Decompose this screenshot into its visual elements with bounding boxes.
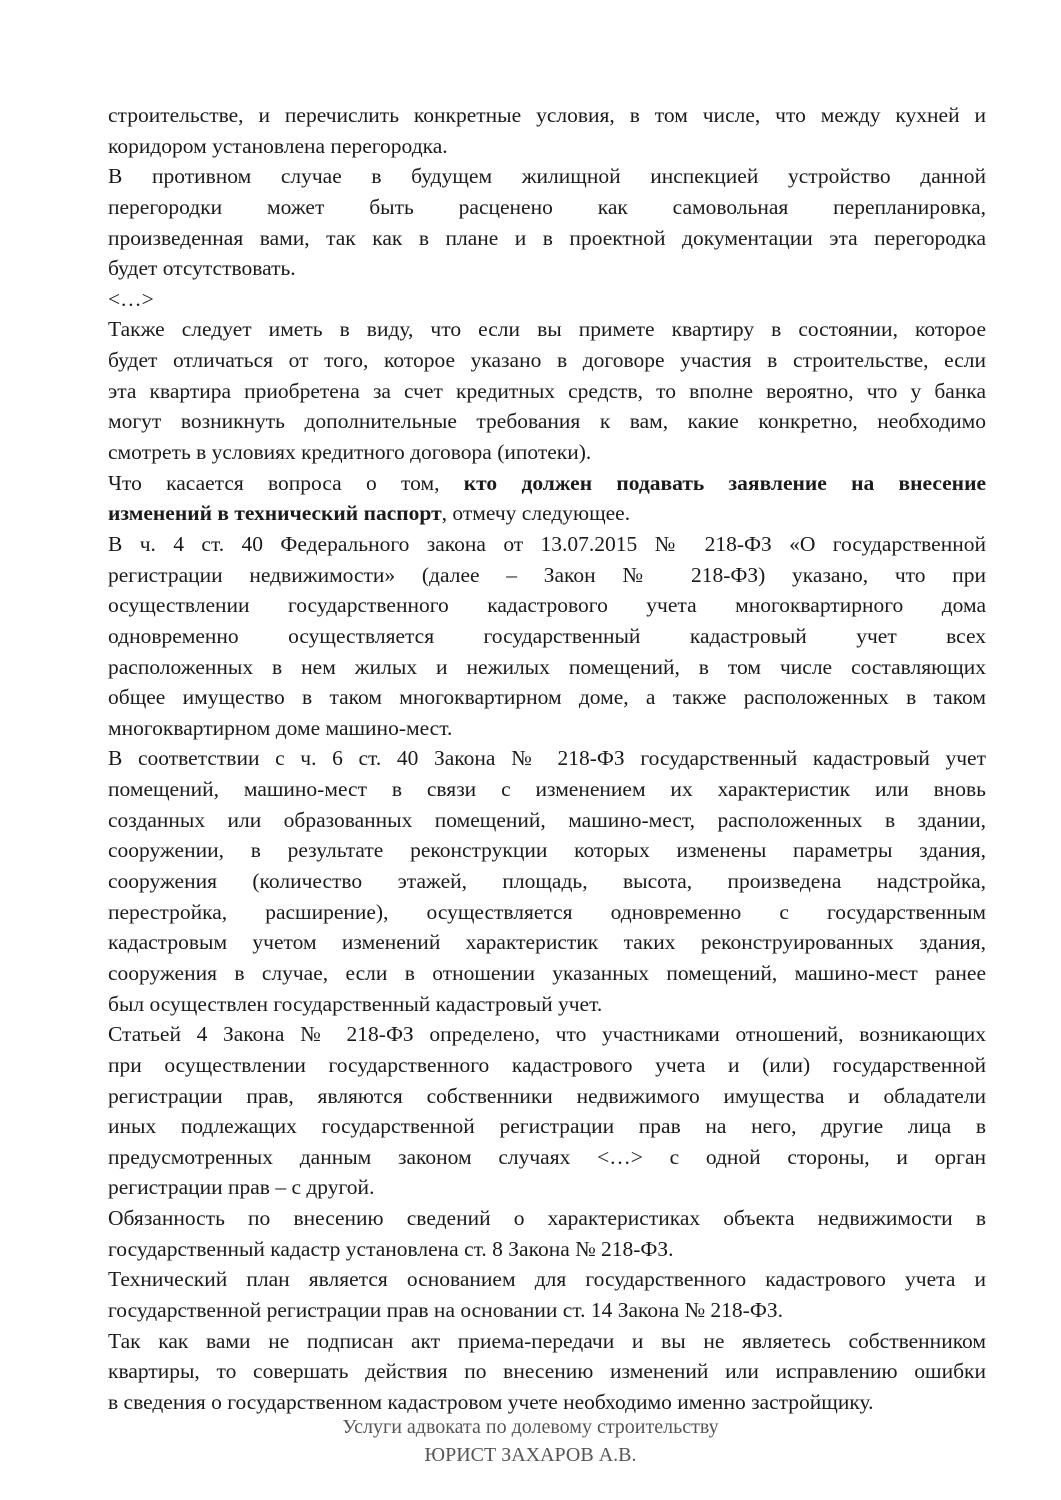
text-line: кадастровым учетом изменений характеристик таких реконструированных здания, [108,930,986,955]
text-segment: Что касается вопроса о том, [108,470,464,495]
text-line: могут возникнуть дополнительные требования к вам, какие конкретно, необходимо [108,409,986,434]
text-line: сооружения (количество этажей, площадь, высота, произведена надстройка, [108,869,986,894]
text-line: будет отличаться от того, которое указано в договоре участия в строительстве, если [108,348,986,373]
text-line: коридором установлена перегородка. [108,133,448,158]
text-segment: , отмечу следующее. [441,501,631,526]
text-line: Так как вами не подписан акт приема-передачи и вы не являетесь собственником [108,1328,986,1353]
text-line: эта квартира приобретена за счет кредитных средств, то вполне вероятно, что у банка [108,378,986,403]
text-line: Также следует иметь в виду, что если вы примете квартиру в состоянии, которое [108,317,986,342]
footer-author-line: ЮРИСТ ЗАХАРОВ А.В. [424,1444,637,1466]
document-body [108,100,986,1418]
text-line: строительстве, и перечислить конкретные условия, в том числе, что между кухней и [108,103,986,127]
text-line [108,468,986,499]
text-line: одновременно осуществляется государственный кадастровый учет всех [108,623,986,648]
text-line: Технический план является основанием для государственного кадастрового учета и [108,1267,986,1292]
text-line: сооружения в случае, если в отношении указанных помещений, машино-мест ранее [108,960,986,985]
paragraph [108,161,986,284]
paragraph [108,100,986,161]
text-line: помещений, машино-мест в связи с изменением их характеристик или вновь [108,777,986,802]
bold-text: изменений в технический паспорт [108,501,442,526]
paragraph [108,529,986,743]
text-line: расположенных в нем жилых и нежилых помещений, в том числе составляющих [108,654,986,679]
bold-text: кто должен подавать заявление на внесение [463,470,986,495]
paragraph [108,1326,986,1418]
text-line: будет отсутствовать. [108,256,296,281]
text-line: общее имущество в таком многоквартирном доме, а также расположенных в таком [108,685,986,710]
text-line: В ч. 4 ст. 40 Федерального закона от 13.07.2015 № 218-ФЗ «О государственной [108,531,986,556]
paragraph [108,284,986,315]
paragraph [108,1203,986,1264]
paragraph [108,1019,986,1203]
paragraph [108,314,986,467]
text-line: произведенная вами, так как в плане и в проектной документации эта перегородка [108,225,986,250]
text-line: предусмотренных данным законом случаях <…> с одной стороны, и орган [108,1144,986,1169]
text-line: был осуществлен государственный кадастровый учет. [108,991,603,1016]
text-line: регистрации прав, являются собственники недвижимого имущества и обладатели [108,1083,986,1108]
text-line: при осуществлении государственного кадастрового учета и (или) государственной [108,1052,986,1077]
text-line: В соответствии с ч. 6 ст. 40 Закона № 218-ФЗ государственный кадастровый учет [108,746,986,771]
text-line: созданных или образованных помещений, машино-мест, расположенных в здании, [108,807,986,832]
text-line: государственной регистрации прав на основании ст. 14 Закона № 218-ФЗ. [108,1297,783,1322]
text-line: сооружении, в результате реконструкции которых изменены параметры здания, [108,838,986,863]
text-line: квартиры, то совершать действия по внесению изменений или исправлению ошибки [108,1359,986,1384]
text-line: перестройка, расширение), осуществляется одновременно с государственным [108,899,986,924]
text-line: осуществлении государственного кадастрового учета многоквартирного дома [108,593,986,618]
text-line: многоквартирном доме машино-мест. [108,715,453,740]
text-line [108,498,986,529]
paragraph [108,743,986,1019]
text-line: регистрации недвижимости» (далее – Закон № 218-ФЗ) указано, что при [108,562,986,587]
text-line: государственный кадастр установлена ст. 8 Закона № 218-ФЗ. [108,1236,674,1261]
text-line: Статьей 4 Закона № 218-ФЗ определено, что участниками отношений, возникающих [108,1022,986,1047]
text-line: в сведения о государственном кадастровом учете необходимо именно застройщику. [108,1389,874,1414]
text-line: перегородки может быть расценено как самовольная перепланировка, [108,194,986,219]
text-line: <…> [108,286,154,311]
text-line: регистрации прав – с другой. [108,1175,375,1200]
text-line: Обязанность по внесению сведений о характеристиках объекта недвижимости в [108,1206,986,1231]
footer-service-line: Услуги адвоката по долевому строительству [342,1416,719,1438]
page-footer [0,1413,1061,1469]
paragraph [108,1264,986,1325]
text-line: В противном случае в будущем жилищной инспекцией устройство данной [108,164,986,189]
text-line: смотреть в условиях кредитного договора (ипотеки). [108,440,592,465]
text-line: иных подлежащих государственной регистрации прав на него, другие лица в [108,1114,986,1139]
paragraph [108,468,986,529]
